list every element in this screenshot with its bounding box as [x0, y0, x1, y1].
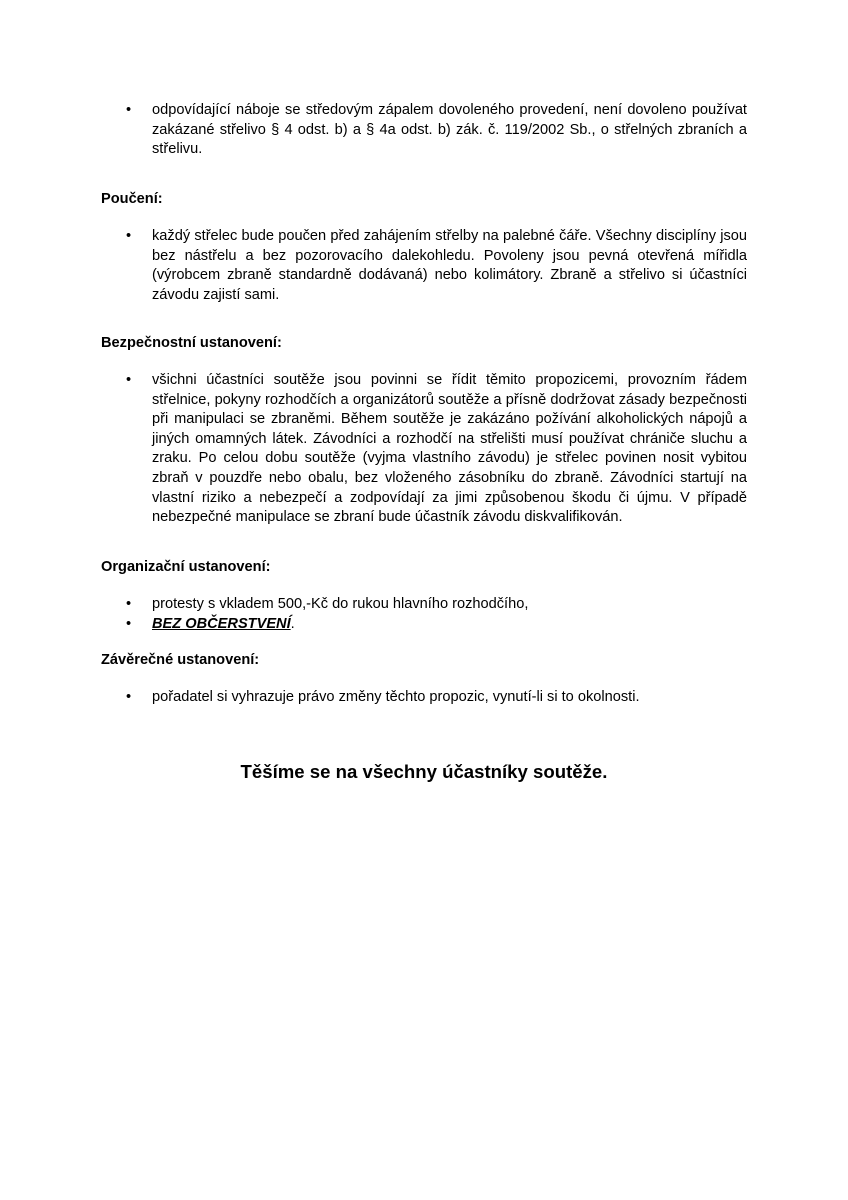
ammo-list — [126, 101, 747, 160]
list-item — [126, 595, 747, 615]
list-item — [126, 101, 747, 160]
pouceni-text: každý střelec bude poučen před zahájením střelby na palebné čáře. Všechny disciplíny jsou bez nástřelu a bez pozorovacího dalekohledu. Povoleny jsou pevná otevřená mířidla (výrobcem zbraně standardně dodávaná) nebo kolimátory. Zbraně a střelivo si účastníci závodu zajistí sami. — [152, 228, 747, 303]
bullet-icon: • — [126, 689, 132, 705]
organizace-list — [126, 595, 747, 634]
list-item — [126, 227, 747, 305]
ammo-text: odpovídající náboje se středovým zápalem dovoleného provedení, není dovoleno používat zakázané střelivo § 4 odst. b) a § 4a odst. b) zák. č. 119/2002 Sb., o střelných zbraních a střelivu. — [152, 102, 747, 158]
list-item — [126, 615, 747, 635]
pouceni-heading: Poučení: — [101, 191, 163, 207]
bullet-icon: • — [126, 228, 132, 244]
list-item — [126, 371, 747, 528]
bezpecnost-heading: Bezpečnostní ustanovení: — [101, 335, 282, 351]
bullet-icon: • — [126, 372, 132, 388]
zaver-heading: Závěrečné ustanovení: — [101, 652, 260, 668]
list-item — [126, 688, 747, 708]
closing-message: Těšíme se na všechny účastníky soutěže. — [240, 761, 608, 782]
zaver-text: pořadatel si vyhrazuje právo změny těchto propozic, vynutí-li si to okolnosti. — [152, 689, 640, 705]
bezpecnost-list — [126, 371, 747, 528]
organizace-item-protesty: protesty s vkladem 500,-Kč do rukou hlavního rozhodčího, — [152, 596, 529, 612]
organizace-heading: Organizační ustanovení: — [101, 559, 271, 575]
bullet-icon: • — [126, 615, 132, 632]
organizace-item-tail: . — [290, 615, 295, 632]
bezpecnost-text: všichni účastníci soutěže jsou povinni se řídit těmito propozicemi, provozním řádem střelnice, pokyny rozhodčích a organizátorů soutěže a přísně dodržovat zásady bezpečnosti při manipulaci se zbraněmi. Během soutěže je zakázáno požívání alkoholických nápojů a jiných omamných látek. Závodníci a rozhodčí na střelišti musí používat chrániče sluchu a zraku. Po celou dobu soutěže (vyjma vlastního závodu) je střelec povinen nosit vybitou zbraň v pouzdře nebo obalu, bez vloženého zásobníku do zbraně. Závodníci startují na vlastní riziko a nebezpečí a zodpovídají za jimi způsobenou škodu či újmu. V případě nebezpečné manipulace se zbraní bude účastník závodu diskvalifikován. — [152, 372, 747, 526]
pouceni-list — [126, 227, 747, 305]
bullet-icon: • — [126, 596, 132, 612]
zaver-list — [126, 688, 747, 708]
organizace-item-obcerstveni: BEZ OBČERSTVENÍ — [152, 615, 291, 632]
bullet-icon: • — [126, 102, 132, 118]
